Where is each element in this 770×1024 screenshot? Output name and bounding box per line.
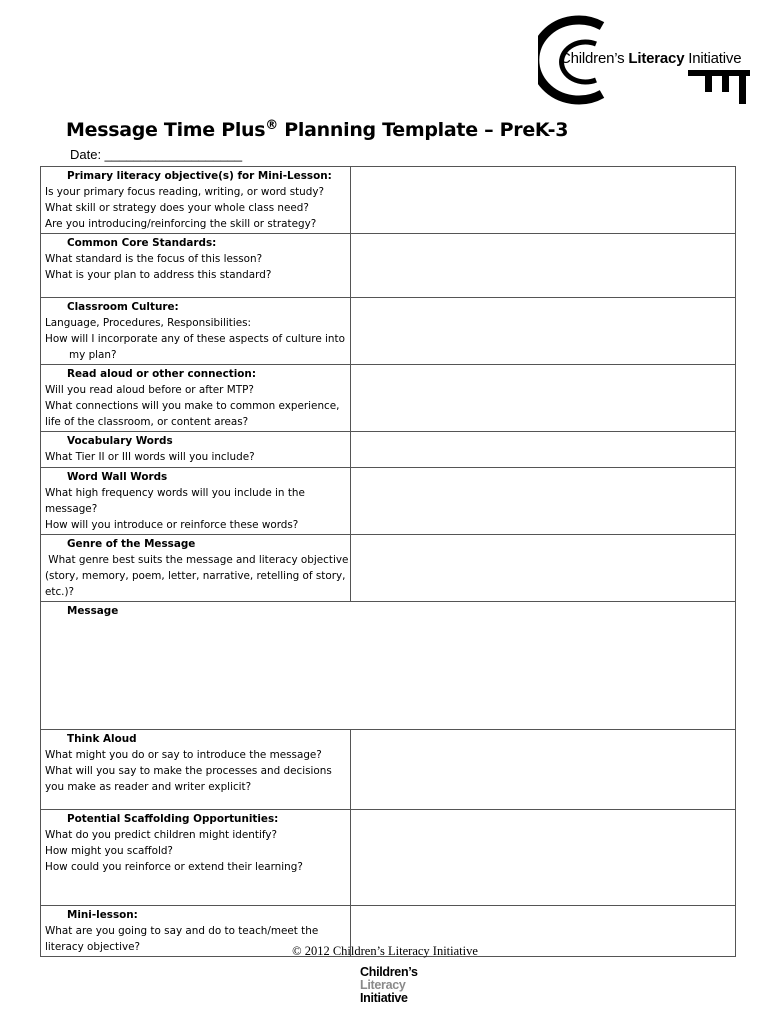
answer-cell[interactable]: [351, 298, 736, 365]
section-heading: Message: [67, 605, 119, 617]
section-heading: Common Core Standards:: [67, 237, 217, 249]
section-heading: Mini-lesson:: [67, 909, 138, 921]
section-prompt: Potential Scaffolding Opportunities: What do you predict children might identify? How might you scaffold? How could you reinforce or extend their learning?: [41, 810, 351, 906]
section-prompt: Vocabulary Words What Tier II or III words will you include?: [41, 432, 351, 468]
section-prompt: Mini-lesson: What are you going to say and do to teach/meet the literacy objective?: [41, 906, 351, 957]
logo-wordmark: Children’s Literacy Initiative: [560, 50, 742, 67]
section-prompt: Read aloud or other connection: Will you read aloud before or after MTP? What connections will you make to common experience, life of the classroom, or content areas?: [41, 365, 351, 432]
answer-cell[interactable]: [351, 535, 736, 602]
section-heading: Vocabulary Words: [67, 435, 173, 447]
table-row: [41, 432, 736, 468]
section-prompt: Word Wall Words What high frequency words will you include in the message? How will you introduce or reinforce these words?: [41, 468, 351, 535]
table-row: [41, 535, 736, 602]
table-row: [41, 602, 736, 730]
message-cell[interactable]: [41, 602, 736, 730]
answer-cell[interactable]: [351, 365, 736, 432]
section-prompt: Classroom Culture: Language, Procedures, Responsibilities: How will I incorporate any of these aspects of culture into my plan?: [41, 298, 351, 365]
section-heading: Primary literacy objective(s) for Mini-Lesson:: [67, 170, 332, 182]
section-prompt: Common Core Standards: What standard is the focus of this lesson? What is your plan to address this standard?: [41, 234, 351, 298]
section-prompt: Genre of the Message What genre best suits the message and literacy objective (story, memory, poem, letter, narrative, retelling of story, etc.)?: [41, 535, 351, 602]
date-field[interactable]: Date: ___________________: [70, 147, 243, 162]
section-heading: Read aloud or other connection:: [67, 368, 256, 380]
table-row: [41, 365, 736, 432]
section-heading: Potential Scaffolding Opportunities:: [67, 813, 279, 825]
section-prompt: Think Aloud What might you do or say to introduce the message? What will you say to make the processes and decisions you make as reader and writer explicit?: [41, 730, 351, 810]
section-prompt: Primary literacy objective(s) for Mini-Lesson: Is your primary focus reading, writing, or word study? What skill or strategy does your whole class need? Are you introducing/reinforcing the skill or strategy?: [41, 167, 351, 234]
answer-cell[interactable]: [351, 730, 736, 810]
planning-table: [40, 166, 736, 957]
footer-logo: Children’s Literacy Initiative: [360, 965, 418, 1005]
table-row: [41, 810, 736, 906]
section-heading: Classroom Culture:: [67, 301, 179, 313]
section-heading: Genre of the Message: [67, 538, 196, 550]
answer-cell[interactable]: [351, 234, 736, 298]
table-row: [41, 468, 736, 535]
table-row: [41, 234, 736, 298]
section-heading: Think Aloud: [67, 733, 137, 745]
answer-cell[interactable]: [351, 468, 736, 535]
page-title: Message Time Plus® Planning Template – PreK-3: [66, 118, 569, 141]
copyright-notice: © 2012 Children’s Literacy Initiative: [292, 944, 478, 958]
section-heading: Word Wall Words: [67, 471, 168, 483]
answer-cell[interactable]: [351, 810, 736, 906]
table-row: [41, 298, 736, 365]
answer-cell[interactable]: [351, 432, 736, 468]
table-row: [41, 730, 736, 810]
table-row: [41, 167, 736, 234]
answer-cell[interactable]: [351, 167, 736, 234]
